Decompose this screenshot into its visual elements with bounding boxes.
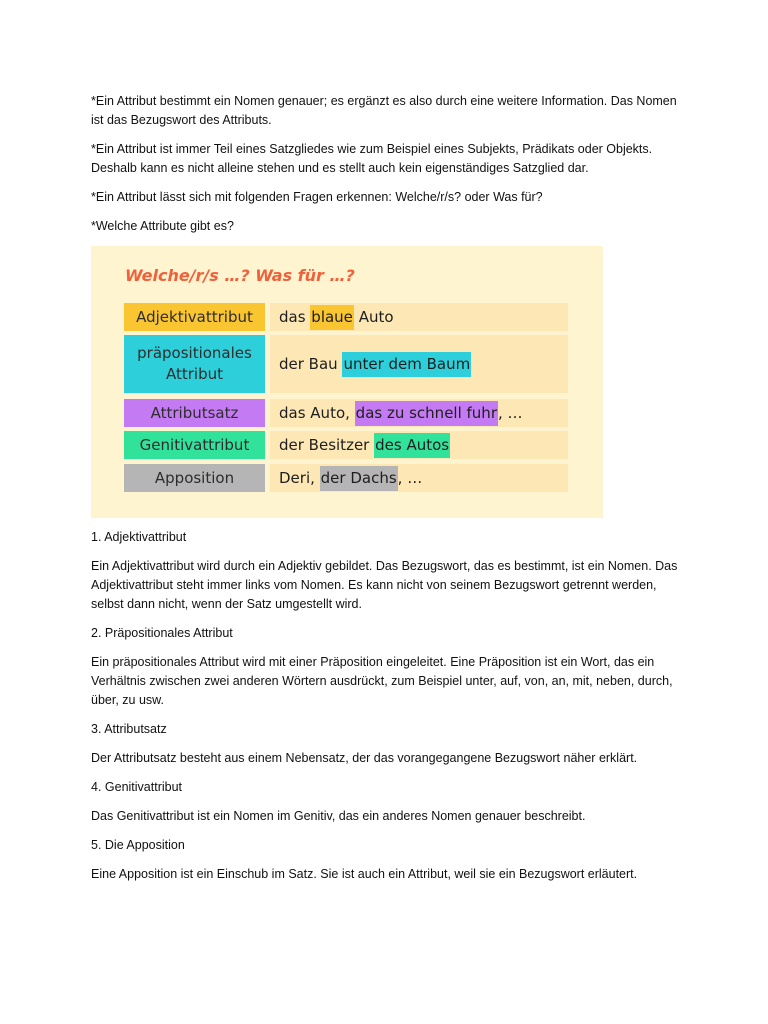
- attribute-example: der Besitzer des Autos: [270, 431, 568, 459]
- intro-paragraph: *Ein Attribut lässt sich mit folgenden Fragen erkennen: Welche/r/s? oder Was für?: [91, 190, 543, 204]
- section-heading: 4. Genitivattribut: [91, 780, 183, 794]
- intro-paragraph: *Ein Attribut bestimmt ein Nomen genauer; es ergänzt es also durch eine weitere Information. Das Nomen ist das Bezugswort des Attributs.: [91, 94, 677, 127]
- highlighted-attribute: blaue: [310, 305, 354, 330]
- figure-title: Welche/r/s …? Was für …?: [125, 266, 355, 285]
- section-body: Das Genitivattribut ist ein Nomen im Genitiv, das ein anderes Nomen genauer beschreibt.: [91, 809, 586, 823]
- attribute-row: [124, 335, 568, 393]
- highlighted-attribute: der Dachs: [320, 466, 398, 491]
- attribute-row: [124, 431, 568, 459]
- attribute-example: das blaue Auto: [270, 303, 568, 331]
- attribute-example: Deri, der Dachs , …: [270, 464, 568, 492]
- attribute-label: Genitivattribut: [124, 431, 265, 459]
- attribute-label: präpositionales Attribut: [124, 335, 265, 393]
- section-heading: 5. Die Apposition: [91, 838, 185, 852]
- attribute-example: der Bau unter dem Baum: [270, 335, 568, 393]
- intro-question: *Welche Attribute gibt es?: [91, 219, 234, 233]
- attribute-row: [124, 303, 568, 331]
- attribute-label: Apposition: [124, 464, 265, 492]
- intro-paragraph: *Ein Attribut ist immer Teil eines Satzgliedes wie zum Beispiel eines Subjekts, Prädikats oder Objekts. Deshalb kann es nicht alleine stehen und es stellt auch kein eigenständiges Satzglied dar.: [91, 142, 653, 175]
- attribute-types-figure: [91, 246, 603, 518]
- section-heading: 1. Adjektivattribut: [91, 530, 187, 544]
- highlighted-attribute: das zu schnell fuhr: [355, 401, 498, 426]
- section-body: Ein präpositionales Attribut wird mit einer Präposition eingeleitet. Eine Präposition ist ein Wort, das ein Verhältnis zwischen zwei anderen Wörtern ausdrückt, zum Beispiel unter, auf, von, an, mit, neben, durch, über, zu usw.: [91, 655, 673, 707]
- attribute-label: Adjektivattribut: [124, 303, 265, 331]
- section-heading: 3. Attributsatz: [91, 722, 167, 736]
- highlighted-attribute: des Autos: [374, 433, 450, 458]
- document-page: [91, 92, 681, 894]
- attribute-example: das Auto, das zu schnell fuhr , …: [270, 399, 568, 427]
- section-body: Ein Adjektivattribut wird durch ein Adjektiv gebildet. Das Bezugswort, das es bestimmt, ist ein Nomen. Das Adjektivattribut steht immer links vom Nomen. Es kann nicht von seinem Bezugswort getrennt werden, selbst dann nicht, wenn der Satz umgestellt wird.: [91, 559, 678, 611]
- attribute-row: [124, 399, 568, 427]
- attribute-label: Attributsatz: [124, 399, 265, 427]
- attribute-row: [124, 464, 568, 492]
- highlighted-attribute: unter dem Baum: [342, 352, 471, 377]
- section-body: Der Attributsatz besteht aus einem Nebensatz, der das vorangegangene Bezugswort näher erklärt.: [91, 751, 638, 765]
- section-body: Eine Apposition ist ein Einschub im Satz. Sie ist auch ein Attribut, weil sie ein Bezugswort erläutert.: [91, 867, 638, 881]
- section-heading: 2. Präpositionales Attribut: [91, 626, 233, 640]
